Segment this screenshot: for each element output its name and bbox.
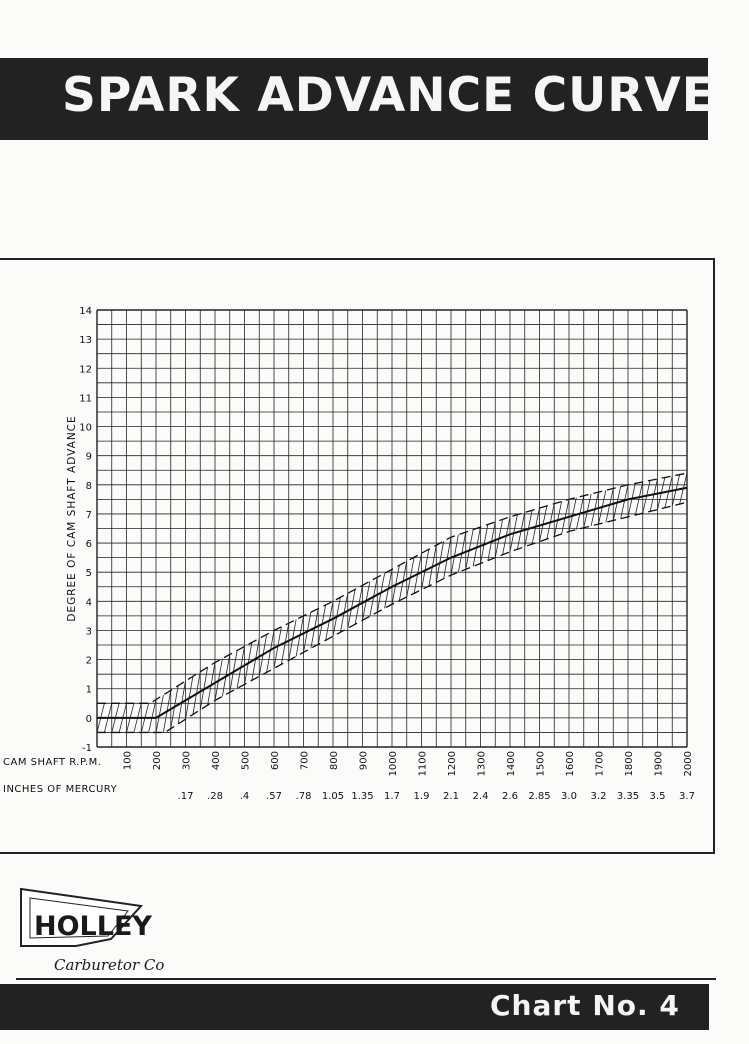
x-tick-label: 700: [299, 751, 311, 771]
holley-logo: [16, 884, 186, 979]
x-tick-label: 2000: [683, 751, 694, 777]
hg-tick-label: 3.0: [561, 791, 577, 802]
y-tick-label: 9: [85, 451, 92, 463]
x-tick-label: 1400: [506, 751, 517, 777]
logo-tagline-text: Carburetor Co: [54, 956, 165, 974]
x-tick-label: 1100: [417, 751, 429, 777]
x-tick-label: 1500: [535, 751, 547, 777]
y-tick-label: 3: [85, 626, 92, 638]
logo-underline: [16, 978, 716, 980]
secondary-x-axis-title: INCHES OF MERCURY: [3, 784, 118, 795]
hg-tick-label: 3.7: [679, 791, 695, 802]
y-tick-label: 13: [79, 335, 92, 347]
x-tick-label: 1600: [565, 751, 576, 777]
hg-tick-label: 1.9: [413, 791, 430, 802]
chart-number-label: Chart No. 4: [490, 989, 680, 1022]
hg-tick-label: 2.4: [472, 791, 489, 802]
x-tick-label: 1200: [447, 751, 458, 777]
hg-tick-label: 2.6: [502, 791, 518, 802]
hg-tick-label: 3.5: [649, 791, 666, 802]
hg-tick-label: .57: [266, 791, 282, 802]
x-tick-label: 300: [181, 751, 193, 771]
x-tick-label: 600: [270, 751, 281, 771]
hg-tick-label: 1.05: [321, 791, 345, 802]
x-tick-label: 400: [211, 751, 222, 771]
hg-tick-label: 2.1: [443, 791, 459, 802]
hg-tick-label: 1.7: [384, 791, 400, 802]
hg-tick-label: 3.2: [590, 791, 607, 802]
x-tick-label: 500: [240, 751, 252, 771]
x-axis-title: CAM SHAFT R.P.M.: [3, 757, 102, 768]
page-title: SPARK ADVANCE CURVE: [62, 68, 715, 123]
y-tick-label: 4: [85, 597, 92, 609]
x-tick-label: 1000: [388, 751, 399, 777]
hg-tick-label: .78: [295, 791, 312, 802]
y-tick-label: 14: [79, 306, 92, 317]
y-tick-label: 5: [85, 568, 92, 580]
hg-tick-label: .28: [207, 791, 223, 802]
hg-tick-label: .17: [177, 791, 194, 802]
x-tick-label: 800: [329, 751, 340, 771]
x-tick-label: 1700: [594, 751, 606, 777]
y-tick-label: 10: [79, 422, 92, 434]
hg-tick-label: 3.35: [616, 791, 640, 802]
y-tick-label: 12: [79, 364, 92, 376]
y-tick-label: 11: [79, 393, 92, 405]
y-tick-label: 2: [85, 655, 92, 667]
y-axis-title: DEGREE OF CAM SHAFT ADVANCE: [66, 415, 78, 622]
x-tick-label: 900: [358, 751, 370, 771]
hg-tick-label: 1.35: [351, 791, 374, 802]
x-tick-label: 1300: [476, 751, 488, 777]
x-tick-label: 200: [152, 751, 163, 771]
logo-brand-text: HOLLEY: [34, 911, 152, 942]
x-tick-label: 1800: [624, 751, 635, 777]
band-hatch-line: [149, 700, 156, 733]
y-tick-label: 7: [85, 509, 92, 521]
y-tick-label: 8: [85, 480, 92, 492]
y-tick-label: 1: [85, 684, 92, 696]
x-tick-label: 100: [122, 751, 134, 771]
y-tick-label: -1: [82, 743, 92, 754]
y-tick-label: 6: [85, 539, 92, 551]
hg-tick-label: .4: [239, 791, 250, 802]
x-tick-label: 1900: [653, 751, 665, 777]
hg-tick-label: 2.85: [528, 791, 551, 802]
y-tick-label: 0: [85, 713, 92, 725]
